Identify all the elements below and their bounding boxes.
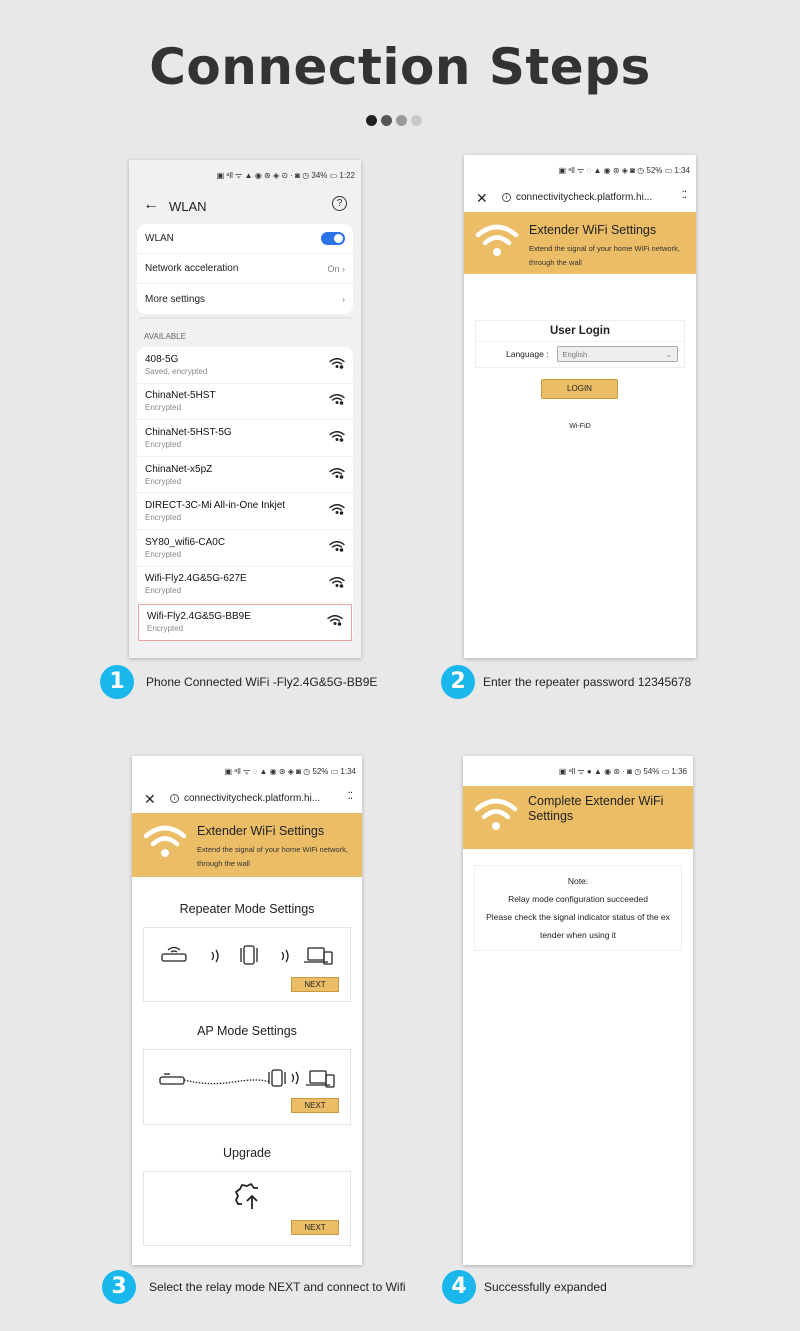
network-status: Encrypted [145, 476, 182, 486]
network-info [145, 390, 216, 412]
close-icon[interactable]: ✕ [144, 791, 156, 807]
network-acceleration-row[interactable] [137, 254, 353, 284]
dot-4 [411, 115, 422, 126]
ap-next-button[interactable]: NEXT [291, 1098, 339, 1113]
phone-wlan-screen [129, 160, 361, 658]
cloud-upload-icon [232, 1182, 266, 1212]
network-item[interactable] [137, 530, 353, 567]
more-settings-row[interactable] [137, 284, 353, 314]
network-list [137, 347, 353, 641]
network-status: Encrypted [147, 624, 184, 634]
wifi-locked-icon [329, 539, 345, 557]
setting-label: More settings [145, 293, 206, 305]
info-icon[interactable]: i [502, 193, 511, 202]
step-number: 3 [102, 1270, 136, 1304]
note-line: tender when using it [539, 930, 617, 940]
chevron-right-icon: › [342, 294, 345, 304]
back-arrow-icon[interactable]: ← [143, 196, 159, 213]
upgrade-title: Upgrade [223, 1146, 271, 1160]
status-text: ▣ ᵃll ᯤ ▲ ◉ ⊛ ◈ ⊙ · ◙ ◷ 34% ▭ 1:22 [216, 171, 355, 180]
phone-complete-screen [463, 756, 693, 1265]
status-bar [132, 756, 362, 786]
language-row [476, 342, 684, 367]
network-status: Encrypted [145, 513, 182, 523]
browser-url-bar [132, 786, 362, 813]
footer-text: Wi-FiD [569, 423, 591, 430]
network-item[interactable] [137, 567, 353, 604]
network-info [145, 427, 232, 449]
banner-title: Extender WiFi Settings [197, 824, 325, 838]
status-text: ▣ ᵃll ᯤ ◌ ▲ ◉ ⊛ ◈ ◙ ◷ 52% ▭ 1:34 [558, 166, 690, 175]
network-item[interactable] [137, 493, 353, 530]
note-panel [474, 865, 682, 951]
network-status: Encrypted [145, 586, 182, 596]
step-text: Phone Connected WiFi -Fly2.4G&5G-BB9E [146, 675, 378, 689]
language-value: English [562, 350, 588, 359]
step-2 [441, 665, 691, 699]
url-text[interactable]: connectivitycheck.platform.hi... [516, 192, 653, 203]
network-item[interactable] [137, 457, 353, 494]
language-label: Language : [506, 349, 549, 359]
wlan-toggle[interactable] [321, 232, 345, 245]
status-bar [464, 155, 696, 185]
login-button[interactable]: LOGIN [541, 379, 618, 399]
step-3 [102, 1270, 406, 1304]
network-item[interactable] [137, 384, 353, 421]
step-number: 4 [442, 1270, 476, 1304]
repeater-next-button[interactable]: NEXT [291, 977, 339, 992]
network-name: ChinaNet-x5pZ [145, 463, 213, 475]
banner-title: Complete Extender WiFi Settings [528, 794, 664, 823]
network-item[interactable] [137, 420, 353, 457]
network-name: Wifi-Fly2.4G&5G-BB9E [147, 611, 251, 623]
network-info [145, 500, 285, 522]
note-title: Note: [567, 876, 589, 886]
note-line: Relay mode configuration succeeded [508, 894, 648, 904]
wifi-icon [473, 795, 519, 835]
wifi-locked-icon [329, 502, 345, 520]
repeater-mode-card [143, 927, 351, 1002]
network-name: ChinaNet-5HST-5G [145, 426, 232, 438]
wifi-locked-icon [329, 392, 345, 410]
wifi-locked-icon [329, 575, 345, 593]
network-status: Encrypted [145, 403, 182, 413]
ap-mode-card [143, 1049, 351, 1125]
network-name: ChinaNet-5HST [145, 390, 216, 402]
setting-label: Network acceleration [145, 263, 239, 274]
wifi-locked-icon [329, 356, 345, 374]
dot-3 [396, 115, 407, 126]
status-bar [463, 756, 693, 786]
banner-subtitle: Extend the signal of your home WiFi network, through the wall [529, 244, 680, 267]
complete-banner [463, 786, 693, 849]
url-text[interactable]: connectivitycheck.platform.hi... [184, 793, 321, 804]
help-icon[interactable]: ? [332, 196, 347, 211]
divider [139, 317, 351, 325]
setting-value: On › [327, 263, 345, 274]
ap-mode-title: AP Mode Settings [197, 1024, 297, 1038]
page-title: Connection Steps [149, 38, 651, 96]
step-number: 1 [100, 665, 134, 699]
settings-banner [132, 813, 362, 877]
browser-url-bar [464, 185, 696, 212]
upgrade-card [143, 1171, 351, 1246]
step-text: Enter the repeater password 12345678 [483, 675, 692, 689]
upgrade-next-button[interactable]: NEXT [291, 1220, 339, 1235]
network-item[interactable] [137, 347, 353, 384]
menu-icon[interactable]: ⁚⁚ [681, 190, 686, 201]
step-text: Select the relay mode NEXT and connect to Wifi [149, 1280, 406, 1294]
status-bar [129, 160, 361, 190]
step-number: 2 [441, 665, 475, 699]
wifi-locked-icon [327, 613, 343, 631]
repeater-diagram-icon [160, 940, 340, 970]
note-line: Please check the signal indicator status of the ex [486, 912, 670, 922]
chevron-down-icon: ⌄ [665, 350, 672, 359]
dot-1 [366, 115, 377, 126]
wifi-icon [142, 822, 188, 862]
login-title: User Login [476, 321, 684, 342]
network-info [145, 537, 225, 559]
login-panel [475, 320, 685, 368]
wifi-icon [474, 221, 520, 261]
network-info [145, 354, 207, 376]
wifi-locked-icon [329, 429, 345, 447]
network-status: Encrypted [145, 439, 182, 449]
network-info [145, 464, 212, 486]
available-label: AVAILABLE [144, 332, 186, 341]
close-icon[interactable]: ✕ [476, 190, 488, 206]
step-text: Successfully expanded [484, 1280, 607, 1294]
status-text: ▣ ᵃll ᯤ ◌ ▲ ◉ ⊛ ◈ ◙ ◷ 52% ▭ 1:34 [224, 767, 356, 776]
network-status: Encrypted [145, 549, 182, 559]
wlan-toggle-row[interactable] [137, 224, 353, 254]
network-info [145, 573, 247, 595]
phone-mode-screen [132, 756, 362, 1265]
phone-login-screen [464, 155, 696, 658]
ap-diagram-icon [158, 1062, 338, 1092]
network-status: Saved, encrypted [145, 366, 208, 376]
settings-banner [464, 212, 696, 274]
status-text: ▣ ᵃll ᯤ ● ▲ ◉ ⊛ · ◙ ◷ 54% ▭ 1:36 [558, 767, 687, 776]
wlan-settings-card [137, 224, 353, 314]
setting-label: WLAN [145, 233, 174, 244]
network-name: DIRECT-3C-Mi All-in-One Inkjet [145, 500, 286, 512]
wlan-header [129, 190, 361, 224]
step-4 [442, 1270, 607, 1304]
info-icon[interactable]: i [170, 794, 179, 803]
network-info [147, 611, 251, 633]
language-select[interactable] [557, 346, 678, 362]
network-name: Wifi-Fly2.4G&5G-627E [145, 573, 247, 585]
network-name: SY80_wifi6-CA0C [145, 536, 226, 548]
network-name: 408-5G [145, 353, 179, 365]
wlan-title: WLAN [169, 199, 207, 214]
network-item[interactable] [138, 604, 352, 641]
banner-subtitle: Extend the signal of your home WiFi network, through the wall [197, 845, 348, 868]
menu-icon[interactable]: ⁚⁚ [347, 791, 352, 802]
dot-2 [381, 115, 392, 126]
pagination-dots [366, 115, 422, 126]
repeater-mode-title: Repeater Mode Settings [179, 902, 315, 916]
banner-title: Extender WiFi Settings [529, 223, 657, 237]
wifi-locked-icon [329, 466, 345, 484]
step-1 [100, 665, 377, 699]
